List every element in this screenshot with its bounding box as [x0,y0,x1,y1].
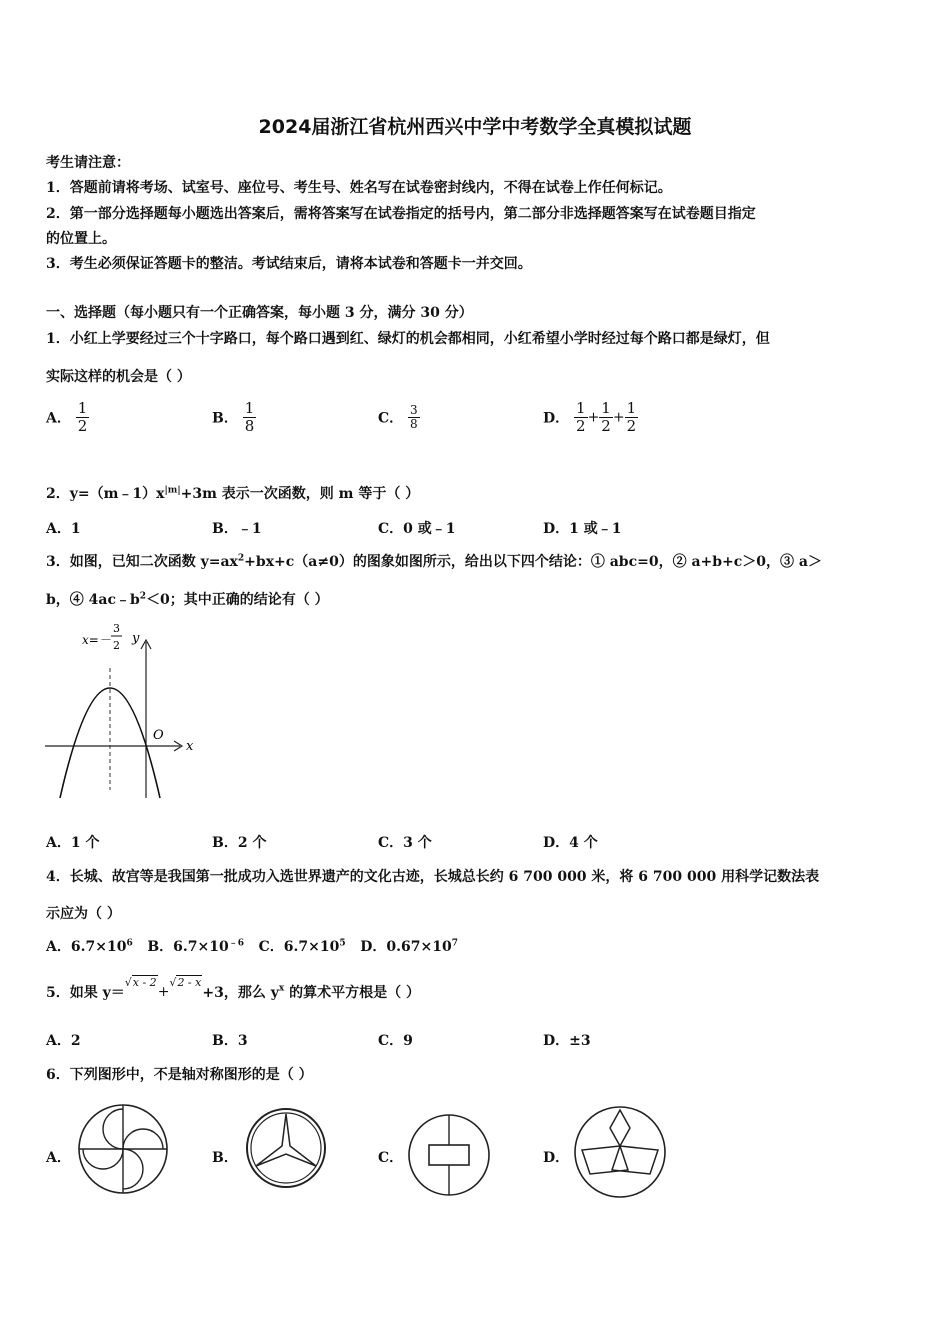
notice-item: 1．答题前请将考场、试室号、座位号、考生号、姓名写在试卷密封线内，不得在试卷上作任何标记。 [46,180,672,196]
parabola-graph [40,618,200,803]
q4-option-d: D．$0.67\times 10^7$ [360,938,458,955]
fraction: $\frac{1}{2}$ [77,399,88,435]
sqrt-2: √2 - x [169,976,202,989]
fraction: $\frac{3}{8}$ [410,403,418,431]
q3-option-b: B．2 个 [212,835,267,851]
q6-option-d-label: D． [543,1150,570,1166]
sqrt-1: √x - 2 [124,976,157,989]
page-title: 2024届浙江省杭州西兴中学中考数学全真模拟试题 [258,116,692,138]
q6-option-a-label: A． [46,1150,71,1166]
question-4-line1: 4．长城、故宫等是我国第一批成功入选世界遗产的文化古迹，长城总长约 6 700 000 米，将 6 700 000 用科学记数法表 [46,869,820,885]
q4-options [46,935,458,956]
q2-option-a: A．1 [46,521,81,537]
question-3-line1: 3．如图，已知二次函数 $y=ax^2+bx+c(a\ne 0)$的图象如图所示，给出以下四个结论：① abc=0，② a+b+c＞0，③ a＞ [46,553,822,570]
x-axis-label: x [186,739,194,754]
y-axis-label: y [132,631,140,646]
q1-option-a: A． $\frac{1}{2}$ [46,399,88,435]
question-2: 2．$y=(m﹣1)x^{|m|}+3m$ 表示一次函数，则 m 等于（ ） [46,485,420,502]
q5-option-b: B．3 [212,1033,248,1049]
question-1-line1: 1．小红上学要经过三个十字路口，每个路口遇到红、绿灯的机会都相同，小红希望小学时经过每个路口都是绿灯，但 [46,331,770,347]
fraction: $\frac{1}{2}$ [626,399,637,435]
q3-option-a: A．1 个 [46,835,100,851]
q6-figure-b-star-circle [244,1106,328,1190]
question-3-line2: b，④ $4ac﹣b^2<0$；其中正确的结论有（ ） [46,591,329,608]
symmetry-label: x=－ [82,633,111,647]
fraction: $\frac{1}{2}$ [601,399,611,435]
fraction: $\frac{1}{8}$ [244,399,255,435]
question-5: 5．如果 y＝$^{√x - 2}$+$^{√2 - x}$+3，那么 $y^x$ 的算术平方根是（ ） [46,976,420,1001]
q2-option-b: B．﹣1 [212,521,262,537]
q6-figure-c-circle-rect [406,1112,492,1198]
q3-option-c: C．3 个 [378,835,432,851]
q1-option-c: C． $\frac{3}{8}$ [378,403,418,431]
notice-heading: 考生请注意： [46,155,130,171]
origin-label: O [153,728,164,743]
q5-option-a: A．2 [46,1033,81,1049]
q1-option-d: D． $\frac{1}{2}$ + $\frac{1}{2}$ + $\frac{1}{2}$ [543,399,637,435]
q3-option-d: D．4 个 [543,835,598,851]
q4-option-b: B．$6.7\times 10^{﹣6}$ [147,938,244,955]
q4-option-a: A．$6.7\times 10^6$ [46,938,133,955]
q6-option-b-label: B． [212,1150,238,1166]
q6-figure-d-diamonds [572,1104,668,1200]
section-heading: 一、选择题（每小题只有一个正确答案，每小题 3 分，满分 30 分） [46,305,473,321]
question-6: 6．下列图形中，不是轴对称图形的是（ ） [46,1067,313,1083]
q2-option-d: D．1 或﹣1 [543,521,622,537]
q6-figure-a-pinwheel [76,1102,170,1196]
symmetry-den: 2 [113,639,120,652]
question-1-line2: 实际这样的机会是（ ） [46,369,191,385]
notice-item: 3．考生必须保证答题卡的整洁。考试结束后，请将本试卷和答题卡一并交回。 [46,256,532,272]
symmetry-num: 3 [113,622,120,635]
question-4-line2: 示应为（ ） [46,906,121,922]
q5-option-c: C．9 [378,1033,413,1049]
notice-item: 2．第一部分选择题每小题选出答案后，需将答案写在试卷指定的括号内，第二部分非选择题答案写在试卷题目指定 [46,206,756,222]
q5-option-d: D．±3 [543,1033,591,1049]
q1-option-b: B． $\frac{1}{8}$ [212,399,255,435]
fraction: $\frac{1}{2}$ [576,399,586,435]
notice-item: 的位置上。 [46,231,116,247]
q6-option-c-label: C． [378,1150,404,1166]
q4-option-c: C．$6.7\times 10^5$ [258,938,346,955]
q2-option-c: C．0 或﹣1 [378,521,456,537]
